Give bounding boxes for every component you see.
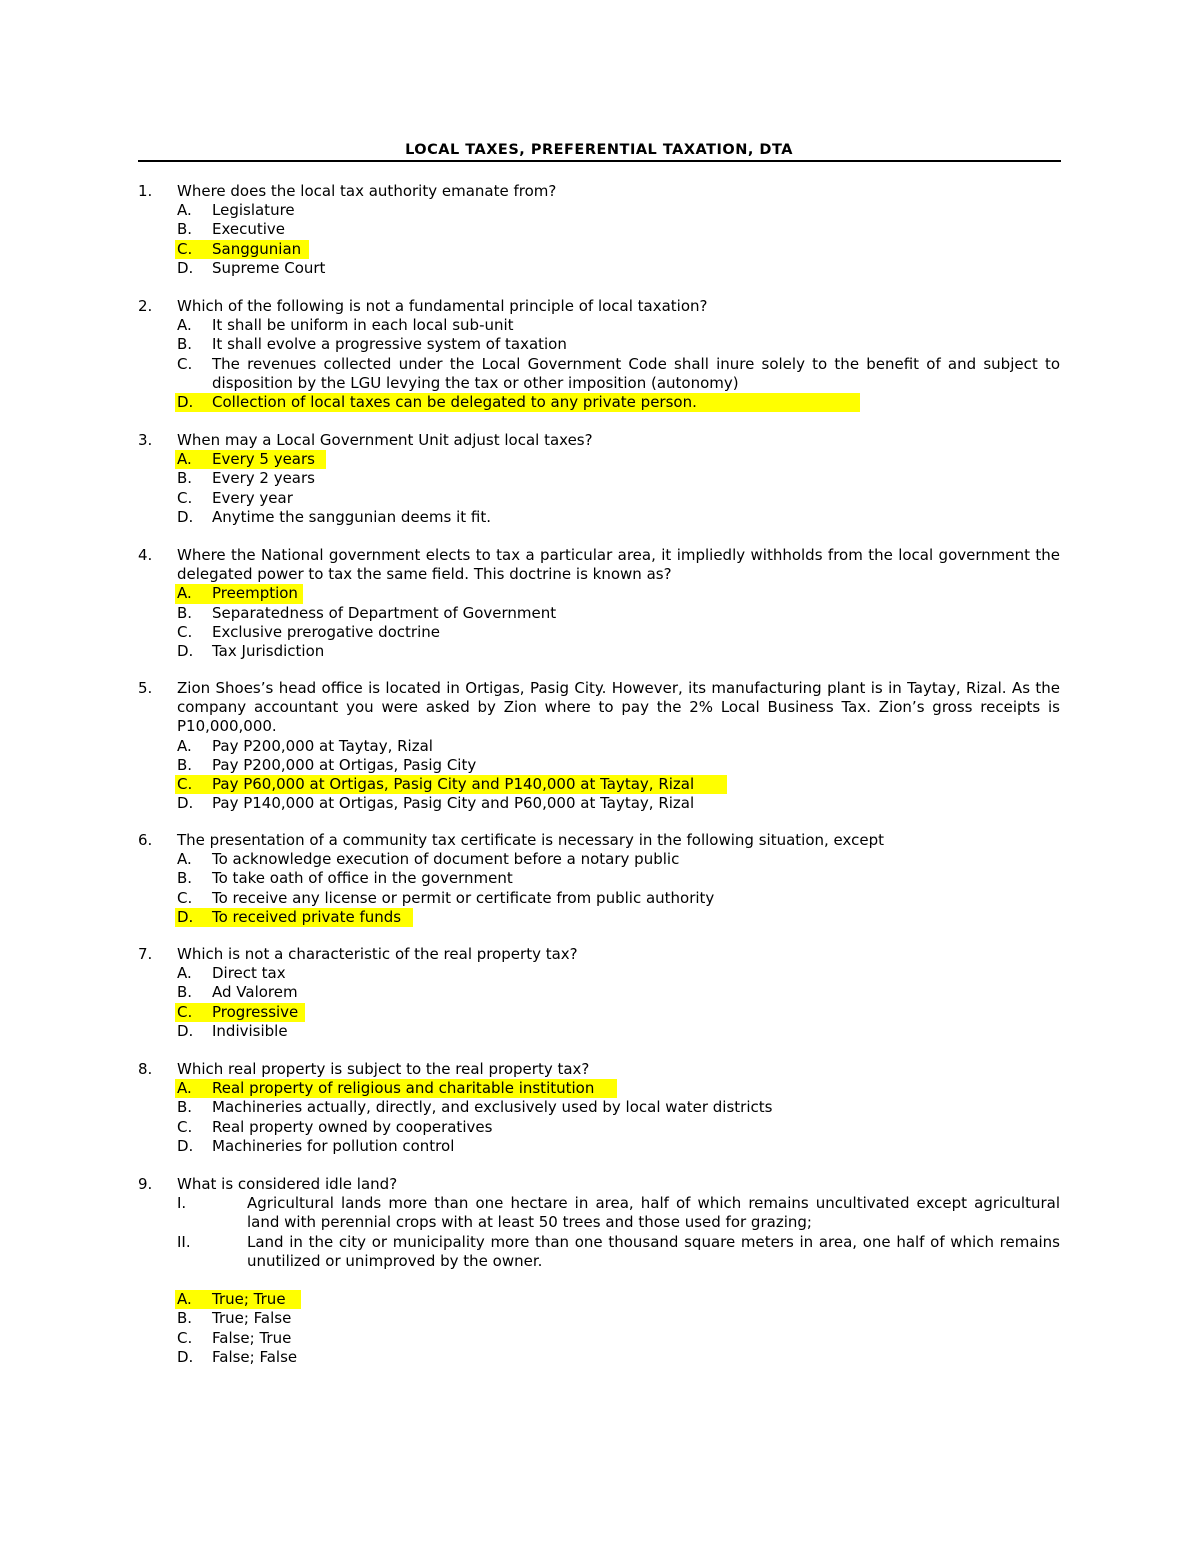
option-text: Direct tax xyxy=(212,964,286,983)
option-letter: C. xyxy=(177,774,193,793)
option-text: Supreme Court xyxy=(212,258,326,277)
option-text: Sanggunian xyxy=(212,239,302,258)
question-number: 8. xyxy=(138,1060,153,1078)
option-text: Every year xyxy=(212,488,293,507)
question-9 xyxy=(138,1175,1060,1367)
question-number: 2. xyxy=(138,297,153,315)
option-letter: B. xyxy=(177,335,193,354)
statement-numeral: I. xyxy=(177,1194,187,1213)
option-text: It shall be uniform in each local sub-unit xyxy=(212,316,514,335)
option-c xyxy=(177,354,1060,393)
option-text: To acknowledge execution of document before a notary public xyxy=(212,850,680,869)
option-d xyxy=(138,1348,1060,1367)
option-b xyxy=(138,983,1060,1002)
question-2 xyxy=(138,297,1060,412)
option-letter: A. xyxy=(177,736,192,755)
option-letter: A. xyxy=(177,316,192,335)
option-d xyxy=(138,794,1060,813)
option-letter: B. xyxy=(177,983,193,1002)
option-letter: B. xyxy=(177,755,193,774)
question-number: 6. xyxy=(138,831,153,849)
option-c xyxy=(138,889,1060,908)
option-text: Legislature xyxy=(212,201,295,220)
option-d-answer xyxy=(138,908,1060,927)
statement-2 xyxy=(177,1232,1060,1271)
option-d xyxy=(138,1022,1060,1041)
option-text: Separatedness of Department of Government xyxy=(212,603,557,622)
question-number: 9. xyxy=(138,1175,153,1193)
question-4 xyxy=(138,546,1060,661)
option-text: Pay P60,000 at Ortigas, Pasig City and P140,000 at Taytay, Rizal xyxy=(212,774,695,793)
option-letter: D. xyxy=(177,794,194,813)
option-letter: D. xyxy=(177,258,194,277)
option-letter: A. xyxy=(177,201,192,220)
option-letter: C. xyxy=(177,239,193,258)
option-text: Real property of religious and charitable institution xyxy=(212,1079,595,1098)
question-5 xyxy=(138,679,1060,813)
option-letter: C. xyxy=(177,1002,193,1021)
question-text: The presentation of a community tax certificate is necessary in the following situation, except xyxy=(177,831,885,849)
option-d xyxy=(138,642,1060,661)
option-text: Pay P200,000 at Taytay, Rizal xyxy=(212,736,433,755)
option-text: Progressive xyxy=(212,1002,299,1021)
option-letter: D. xyxy=(177,1021,194,1040)
option-letter: D. xyxy=(177,1347,194,1366)
question-number: 7. xyxy=(138,945,153,963)
option-text: False; False xyxy=(212,1347,298,1366)
question-text: Which real property is subject to the real property tax? xyxy=(177,1060,590,1078)
option-letter: A. xyxy=(177,1290,192,1309)
option-b xyxy=(138,869,1060,888)
question-text: Which of the following is not a fundamental principle of local taxation? xyxy=(177,297,708,315)
statement-text: Agricultural lands more than one hectare in area, half of which remains uncultivated except agricultural land with perennial crops with at least 50 trees and those used for grazing; xyxy=(247,1194,1060,1232)
option-letter: B. xyxy=(177,869,193,888)
option-text: Executive xyxy=(212,220,286,239)
option-text: Machineries actually, directly, and exclusively used by local water districts xyxy=(212,1098,773,1117)
option-b xyxy=(138,335,1060,354)
option-letter: B. xyxy=(177,1098,193,1117)
option-a xyxy=(138,316,1060,335)
option-text: Every 5 years xyxy=(212,450,315,469)
option-c-answer xyxy=(138,775,1060,794)
option-text: Tax Jurisdiction xyxy=(212,641,325,660)
option-letter: C. xyxy=(177,488,193,507)
option-a-answer xyxy=(138,450,1060,469)
option-text: To take oath of office in the government xyxy=(212,869,513,888)
statement-1 xyxy=(177,1194,1060,1232)
question-3 xyxy=(138,431,1060,527)
option-letter: A. xyxy=(177,584,192,603)
question-text: Zion Shoes’s head office is located in Ortigas, Pasig City. However, its manufacturing plant is in Taytay, Rizal. As the company accountant you were asked by Zion where to pay the 2% Local Business Tax. Zion’s gross receipts is P10,000,000. xyxy=(177,679,1060,736)
option-text: Machineries for pollution control xyxy=(212,1136,455,1155)
option-letter: D. xyxy=(177,1136,194,1155)
option-text: Preemption xyxy=(212,584,298,603)
option-b xyxy=(138,604,1060,623)
question-text: Which is not a characteristic of the real property tax? xyxy=(177,945,578,963)
option-text: True; False xyxy=(212,1309,292,1328)
option-c xyxy=(138,623,1060,642)
question-text: Where the National government elects to tax a particular area, it impliedly withholds from the local government the delegated power to tax the same field. This doctrine is known as? xyxy=(177,546,1060,584)
option-text: To received private funds xyxy=(212,907,402,926)
option-d xyxy=(138,259,1060,278)
option-text: The revenues collected under the Local Government Code shall inure solely to the benefit of and subject to disposition by the LGU levying the tax or other imposition (autonomy) xyxy=(212,354,1060,392)
page-title: LOCAL TAXES, PREFERENTIAL TAXATION, DTA xyxy=(405,142,793,158)
option-letter: C. xyxy=(177,1117,193,1136)
statement-numeral: II. xyxy=(177,1232,191,1251)
option-letter: C. xyxy=(177,888,193,907)
option-text: Real property owned by cooperatives xyxy=(212,1117,493,1136)
option-letter: D. xyxy=(177,507,194,526)
option-text: Indivisible xyxy=(212,1021,288,1040)
option-text: Every 2 years xyxy=(212,469,315,488)
option-d xyxy=(138,1137,1060,1156)
option-d xyxy=(138,508,1060,527)
option-letter: D. xyxy=(177,392,194,411)
option-a xyxy=(138,850,1060,869)
option-text: Collection of local taxes can be delegated to any private person. xyxy=(212,392,697,411)
option-a xyxy=(138,964,1060,983)
option-letter: A. xyxy=(177,964,192,983)
title-divider xyxy=(138,160,1061,162)
option-letter: C. xyxy=(177,1328,193,1347)
option-c xyxy=(138,1118,1060,1137)
option-letter: B. xyxy=(177,220,193,239)
option-letter: D. xyxy=(177,907,194,926)
question-number: 3. xyxy=(138,431,153,449)
option-a-answer xyxy=(138,1290,1060,1309)
option-text: Anytime the sanggunian deems it fit. xyxy=(212,507,491,526)
question-8 xyxy=(138,1060,1060,1156)
option-c-answer xyxy=(138,240,1060,259)
option-letter: A. xyxy=(177,850,192,869)
option-letter: A. xyxy=(177,450,192,469)
option-b xyxy=(138,220,1060,239)
question-1 xyxy=(138,182,1060,278)
question-6 xyxy=(138,831,1060,927)
option-b xyxy=(138,1098,1060,1117)
question-text: What is considered idle land? xyxy=(177,1175,398,1193)
option-letter: B. xyxy=(177,1309,193,1328)
option-d-answer xyxy=(138,393,1060,412)
question-7 xyxy=(138,945,1060,1041)
option-letter: C. xyxy=(177,354,193,373)
question-number: 4. xyxy=(138,546,153,564)
option-a-answer xyxy=(138,584,1060,603)
question-number: 5. xyxy=(138,679,153,697)
option-text: Exclusive prerogative doctrine xyxy=(212,622,441,641)
option-text: Ad Valorem xyxy=(212,983,298,1002)
option-a xyxy=(138,201,1060,220)
option-c xyxy=(138,1329,1060,1348)
option-letter: B. xyxy=(177,603,193,622)
option-text: To receive any license or permit or certificate from public authority xyxy=(212,888,715,907)
option-a xyxy=(138,737,1060,756)
question-text: When may a Local Government Unit adjust local taxes? xyxy=(177,431,593,449)
option-text: It shall evolve a progressive system of taxation xyxy=(212,335,567,354)
option-text: Pay P140,000 at Ortigas, Pasig City and P60,000 at Taytay, Rizal xyxy=(212,794,695,813)
option-b xyxy=(138,469,1060,488)
option-text: True; True xyxy=(212,1290,286,1309)
option-text: False; True xyxy=(212,1328,292,1347)
option-letter: D. xyxy=(177,641,194,660)
option-letter: A. xyxy=(177,1079,192,1098)
question-number: 1. xyxy=(138,182,153,200)
option-c-answer xyxy=(138,1003,1060,1022)
option-b xyxy=(138,756,1060,775)
option-letter: B. xyxy=(177,469,193,488)
question-text: Where does the local tax authority emanate from? xyxy=(177,182,557,200)
option-c xyxy=(138,489,1060,508)
option-a-answer xyxy=(138,1079,1060,1098)
option-b xyxy=(138,1309,1060,1328)
statement-text: Land in the city or municipality more than one thousand square meters in area, one half of which remains unutilized or unimproved by the owner. xyxy=(247,1232,1060,1270)
option-letter: C. xyxy=(177,622,193,641)
option-text: Pay P200,000 at Ortigas, Pasig City xyxy=(212,755,477,774)
